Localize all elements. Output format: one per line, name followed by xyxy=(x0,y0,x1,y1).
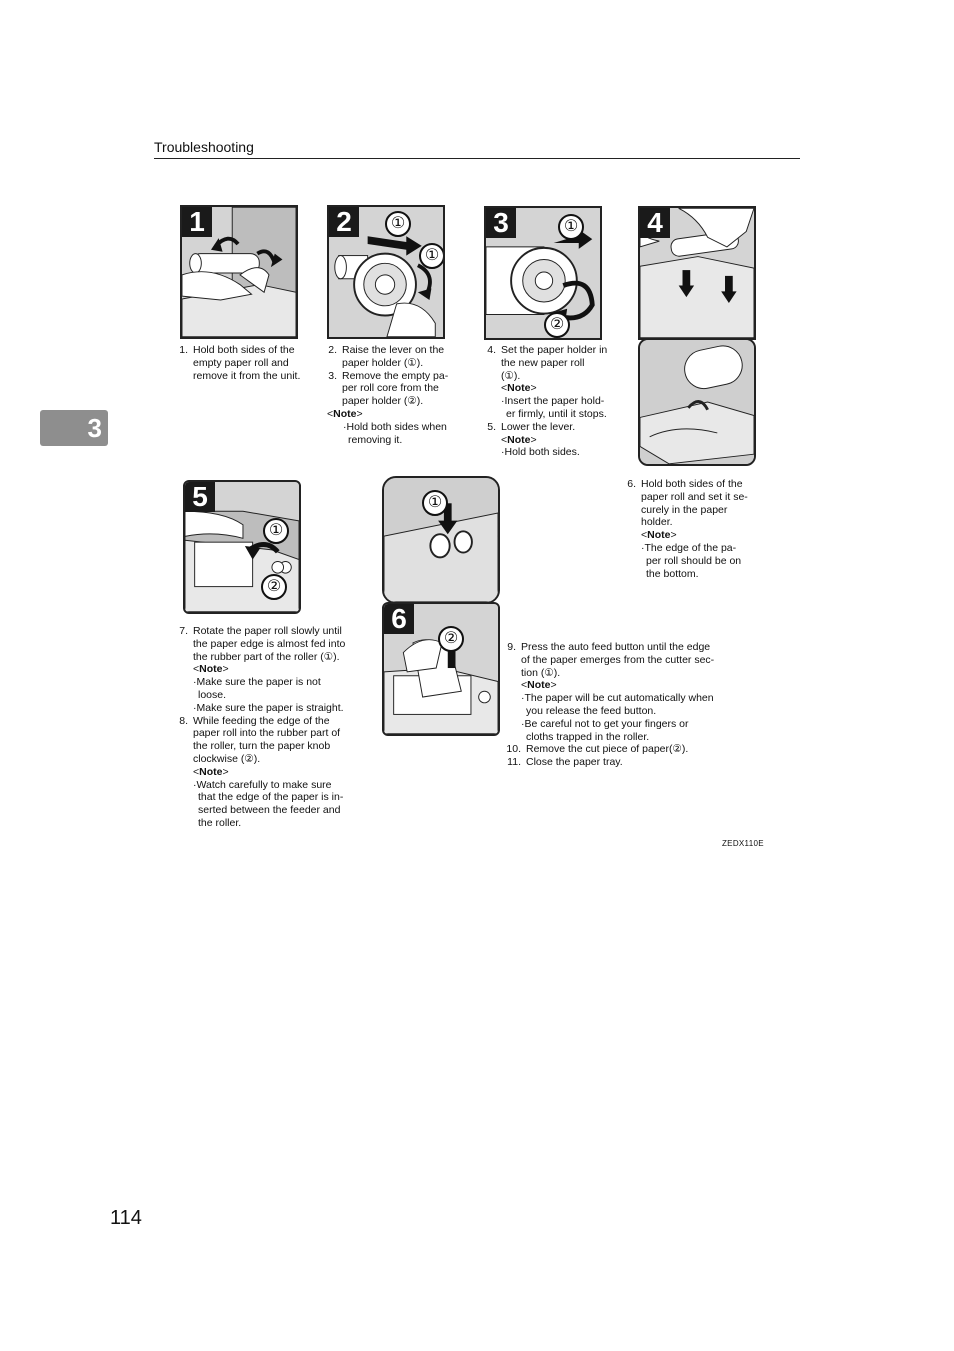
note-heading: <Note> xyxy=(193,663,229,676)
callout-marker: ① xyxy=(422,490,448,516)
step-number: 9. xyxy=(507,641,516,653)
note-bullet: the bottom. xyxy=(646,567,699,580)
note-heading: <Note> xyxy=(501,433,537,446)
step-line: curely in the paper xyxy=(641,503,728,516)
illustration-step-2 xyxy=(327,205,445,339)
step-badge: 2 xyxy=(329,207,359,237)
note-heading: <Note> xyxy=(327,407,363,420)
step-6-text xyxy=(620,478,770,580)
step-1-text xyxy=(172,344,320,382)
roll-position-detail xyxy=(640,340,754,464)
chapter-tab-label: 3 xyxy=(87,412,102,443)
note-bullet: you release the feed button. xyxy=(526,704,657,717)
page-number: 114 xyxy=(110,1207,142,1229)
note-bullet: ·Hold both sides. xyxy=(501,446,580,459)
step-line: Hold both sides of the xyxy=(641,478,743,490)
step-number: 5. xyxy=(487,420,496,433)
step-2-3-text xyxy=(321,344,471,446)
illustration-step-4-top xyxy=(638,206,756,340)
step-7-8-text xyxy=(172,625,372,830)
step-line: Press the auto feed button until the edge xyxy=(521,641,711,653)
note-bullet: ·The paper will be cut automatically when xyxy=(521,692,714,705)
figure-code: ZEDX110E xyxy=(722,839,764,848)
step-line: the rubber part of the roller (①). xyxy=(193,650,340,663)
step-line: Lower the lever. xyxy=(501,420,576,433)
step-line: per roll core from the xyxy=(342,382,439,395)
step-line: the new paper roll xyxy=(501,356,585,369)
illustration-step-1 xyxy=(180,205,298,339)
step-number: 7. xyxy=(179,625,188,637)
step-line: Remove the cut piece of paper(②). xyxy=(526,743,689,756)
step-number: 1. xyxy=(179,344,188,356)
step-line: holder. xyxy=(641,516,673,529)
step-badge: 1 xyxy=(182,207,212,237)
illustration-step-4-detail xyxy=(638,338,756,466)
note-bullet: ·Make sure the paper is not xyxy=(193,676,321,689)
step-line: Hold both sides of the xyxy=(193,344,295,356)
step-line: Close the paper tray. xyxy=(526,756,623,769)
chapter-tab xyxy=(40,410,108,446)
step-line: Set the paper holder in xyxy=(501,344,608,356)
note-bullet: removing it. xyxy=(348,433,403,446)
step-number: 11. xyxy=(507,756,521,769)
step-line: remove it from the unit. xyxy=(193,369,301,382)
step-4-5-text xyxy=(480,344,630,459)
callout-marker: ① xyxy=(419,243,445,269)
step-badge: 3 xyxy=(486,208,516,238)
step-line: the paper edge is almost fed into xyxy=(193,637,346,650)
step-line: (①). xyxy=(501,369,521,382)
note-bullet: ·Watch carefully to make sure xyxy=(193,778,332,791)
header-divider xyxy=(154,158,800,159)
step-line: empty paper roll and xyxy=(193,356,289,369)
note-bullet: cloths trapped in the roller. xyxy=(526,730,650,743)
step-number: 4. xyxy=(487,344,496,356)
illustration-step-5 xyxy=(183,480,301,614)
step-line: Raise the lever on the xyxy=(342,344,445,356)
step-line: paper holder (②). xyxy=(342,395,424,408)
callout-marker: ② xyxy=(438,626,464,652)
note-heading: <Note> xyxy=(641,529,677,542)
note-heading: <Note> xyxy=(501,382,537,395)
step-line: paper roll into the rubber part of xyxy=(193,727,341,740)
note-heading: <Note> xyxy=(193,765,229,778)
note-bullet: ·Hold both sides when xyxy=(343,420,447,433)
step-number: 3. xyxy=(328,369,337,382)
step-number: 6. xyxy=(627,478,636,490)
note-bullet: ·Insert the paper hold- xyxy=(501,395,605,408)
step-9-11-text xyxy=(500,641,750,769)
callout-marker: ② xyxy=(544,312,570,338)
note-bullet: ·The edge of the pa- xyxy=(641,541,737,554)
note-bullet: er firmly, until it stops. xyxy=(506,407,607,420)
note-bullet: the roller. xyxy=(198,816,242,829)
step-badge: 4 xyxy=(640,208,670,238)
note-heading: <Note> xyxy=(521,679,557,692)
step-line: Rotate the paper roll slowly until xyxy=(193,625,342,637)
illustration-step-3 xyxy=(484,206,602,340)
step-line: paper holder (①). xyxy=(342,356,424,369)
step-line: the roller, turn the paper knob xyxy=(193,740,331,753)
section-title: Troubleshooting xyxy=(154,139,254,155)
step-line: Remove the empty pa- xyxy=(342,369,449,382)
step-line: clockwise (②). xyxy=(193,752,261,765)
step-badge: 5 xyxy=(185,482,215,512)
step-line: While feeding the edge of the xyxy=(193,714,330,727)
step-line: of the paper emerges from the cutter sec- xyxy=(521,653,715,666)
callout-marker: ① xyxy=(263,518,289,544)
note-bullet: loose. xyxy=(198,688,227,701)
note-bullet: serted between the feeder and xyxy=(198,804,341,817)
step-number: 8. xyxy=(179,714,188,727)
note-bullet: that the edge of the paper is in- xyxy=(198,791,344,804)
step-number: 10. xyxy=(506,743,521,756)
callout-marker: ② xyxy=(261,574,287,600)
step-badge: 6 xyxy=(384,604,414,634)
step-line: tion (①). xyxy=(521,666,561,679)
step-number: 2. xyxy=(328,344,337,356)
step-line: paper roll and set it se- xyxy=(641,490,748,503)
callout-marker: ① xyxy=(558,214,584,240)
note-bullet: ·Make sure the paper is straight. xyxy=(193,701,344,714)
note-bullet: ·Be careful not to get your fingers or xyxy=(521,717,689,730)
illustration-step-6 xyxy=(382,602,500,736)
illustration-step-6-detail xyxy=(382,476,500,604)
note-bullet: per roll should be on xyxy=(646,554,742,567)
callout-marker: ① xyxy=(385,211,411,237)
